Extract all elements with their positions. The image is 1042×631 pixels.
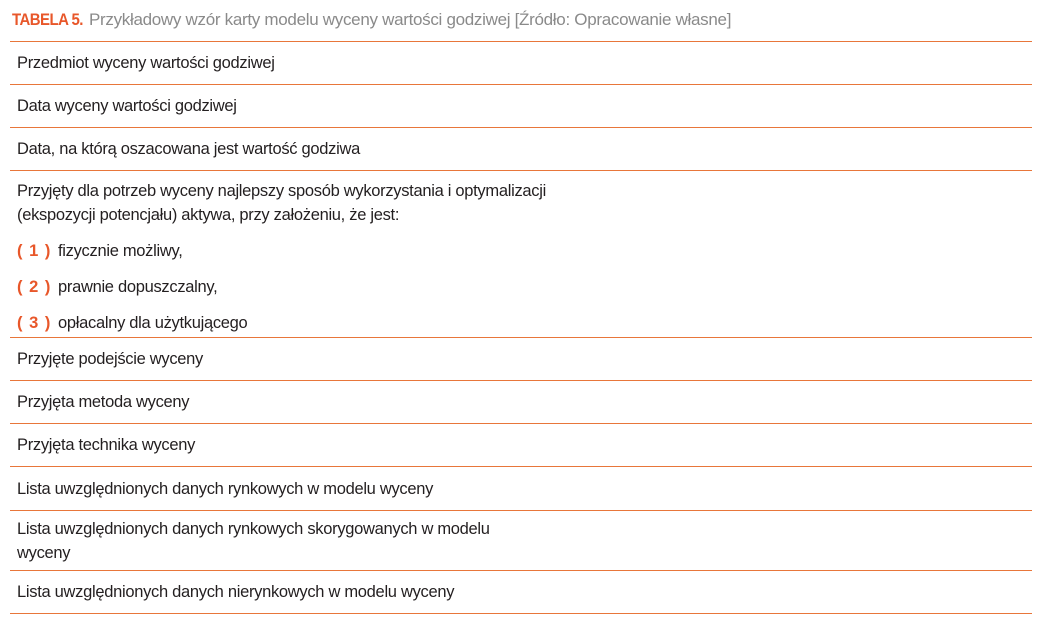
table-row-method [10,381,1032,424]
table-row-non-market-data [10,571,1032,614]
table-row-estimation-date [10,128,1032,171]
row-text: Data, na którą oszacowana jest wartość godziwa [17,140,360,158]
row-text: Przyjęty dla potrzeb wyceny najlepszy sposób wykorzystania i optymalizacji [17,182,546,200]
table-row-valuation-date [10,85,1032,128]
table-row-highest-best-use [10,171,1032,338]
row-text: wyceny [17,543,71,562]
list-item-number: ( 2 ) [17,277,52,296]
row-text: Lista uwzględnionych danych nierynkowych w modelu wyceny [17,583,455,601]
row-text: Lista uwzględnionych danych rynkowych w modelu wyceny [17,479,434,498]
table-caption-text: Przykładowy wzór karty modelu wyceny wartości godziwej [Źródło: Opracowanie własne] [88,10,732,29]
list-item-number: ( 1 ) [17,241,52,260]
table-caption-label: TABELA 5. [12,10,83,29]
row-text: Przyjęta metoda wyceny [17,393,190,411]
row-text: Data wyceny wartości godziwej [17,97,237,115]
row-text: Przyjęta technika wyceny [17,436,196,454]
list-item [17,269,1032,305]
list-item-text: prawnie dopuszczalny, [58,277,218,296]
valuation-model-table [10,8,1032,614]
table-row-approach [10,338,1032,381]
table-caption [10,8,1032,42]
condition-list [17,233,1032,341]
table-row-market-data [10,467,1032,511]
table-row-subject [10,42,1032,85]
row-text: Lista uwzględnionych danych rynkowych skorygowanych w modelu [17,519,490,538]
list-item-text: fizycznie możliwy, [58,241,183,260]
table-row-adjusted-market-data [10,511,1032,571]
list-item-text: opłacalny dla użytkującego [58,313,248,332]
list-item [17,233,1032,269]
row-text: Przyjęte podejście wyceny [17,350,204,368]
table-row-technique [10,424,1032,467]
list-item [17,305,1032,341]
list-item-number: ( 3 ) [17,313,52,332]
row-text: Przedmiot wyceny wartości godziwej [17,54,275,72]
row-text: (ekspozycji potencjału) aktywa, przy założeniu, że jest: [17,206,400,224]
